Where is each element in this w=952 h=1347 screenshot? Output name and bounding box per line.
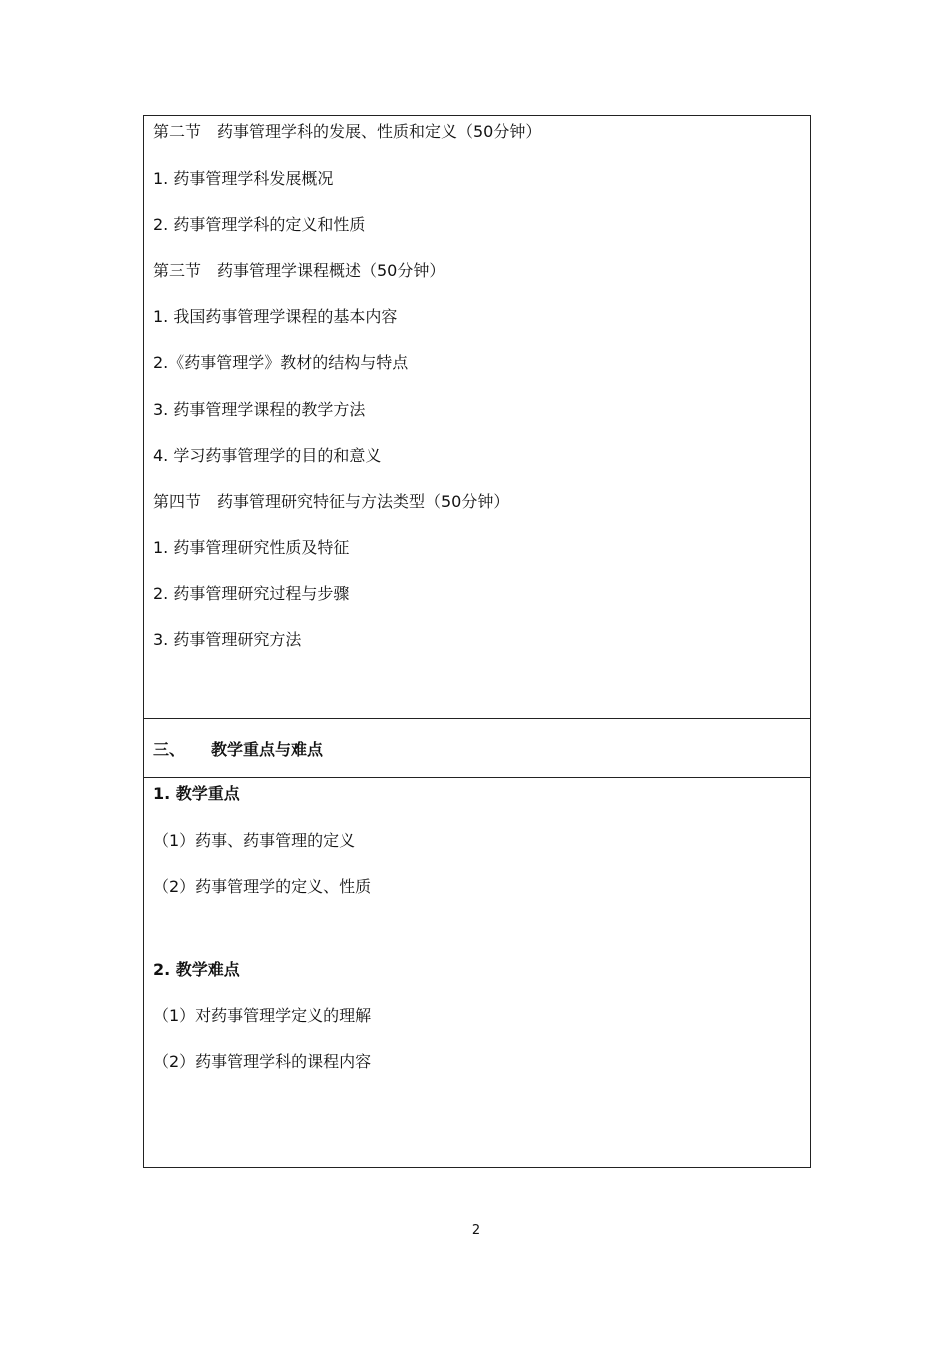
page-number: 2 [471, 1223, 481, 1238]
course-outline-cell [144, 116, 810, 718]
outline-line: 2. 药事管理学科的定义和性质 [153, 215, 366, 234]
difficult-point-item: （1）对药事管理学定义的理解 [153, 1006, 372, 1025]
syllabus-table [143, 115, 811, 1168]
outline-line: 3. 药事管理学课程的教学方法 [153, 400, 366, 419]
section-number: 三、 [153, 739, 186, 759]
section-heading-cell [144, 718, 810, 777]
outline-line: 1. 我国药事管理学课程的基本内容 [153, 307, 398, 326]
outline-line: 1. 药事管理研究性质及特征 [153, 538, 350, 557]
outline-line: 2. 药事管理研究过程与步骤 [153, 584, 350, 603]
outline-line: 第三节 药事管理学课程概述（50分钟） [153, 261, 446, 280]
section-heading [153, 737, 323, 760]
outline-line: 4. 学习药事管理学的目的和意义 [153, 446, 382, 465]
key-point-item: （1）药事、药事管理的定义 [153, 831, 356, 850]
difficult-point-item: （2）药事管理学科的课程内容 [153, 1052, 372, 1071]
key-points-title: 1. 教学重点 [153, 784, 240, 803]
outline-line: 1. 药事管理学科发展概况 [153, 169, 334, 188]
difficult-points-title: 2. 教学难点 [153, 960, 240, 979]
key-point-item: （2）药事管理学的定义、性质 [153, 877, 372, 896]
outline-line: 3. 药事管理研究方法 [153, 630, 302, 649]
section-title: 教学重点与难点 [211, 739, 324, 759]
outline-line: 2.《药事管理学》教材的结构与特点 [153, 353, 409, 372]
outline-line: 第四节 药事管理研究特征与方法类型（50分钟） [153, 492, 510, 511]
key-difficult-points-cell [144, 777, 810, 1167]
outline-line: 第二节 药事管理学科的发展、性质和定义（50分钟） [153, 122, 542, 141]
